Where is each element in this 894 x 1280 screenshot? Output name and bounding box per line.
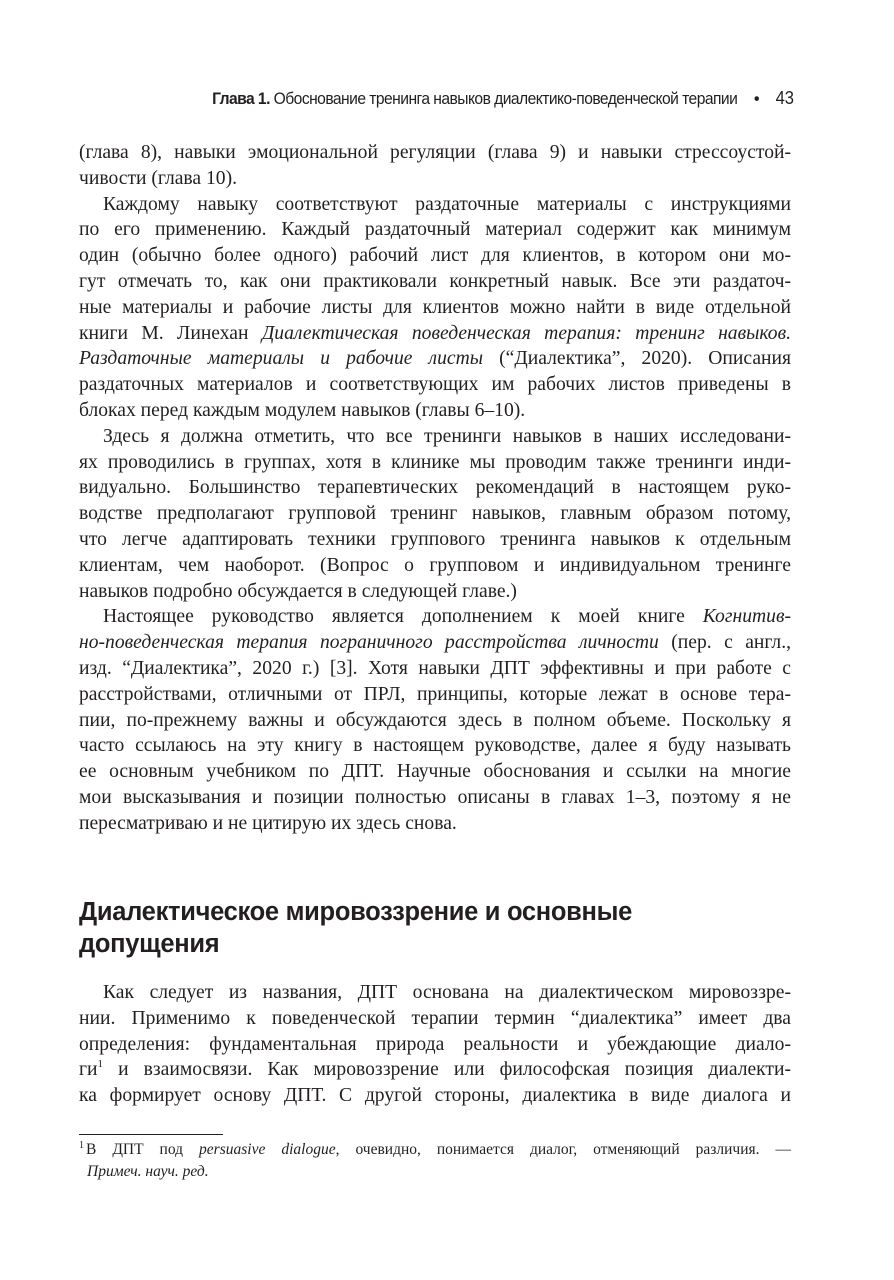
- text-line: изд. “Диалектика”, 2020 г.) [3]. Хотя навыки ДПТ эффективны и при работе с: [79, 657, 791, 679]
- footnote: [79, 1139, 791, 1183]
- section-heading-line: допущения: [79, 930, 220, 958]
- section-heading-line: Диалектическое мировоззрение и основные: [79, 898, 632, 926]
- footnote-attribution: Примеч. науч. ред.: [87, 1163, 209, 1180]
- text-line: [79, 321, 791, 347]
- text-line: ее основным учебником по ДПТ. Научные обоснования и ссылки на многие: [79, 761, 791, 783]
- text-line: один (обычно более одного) рабочий лист для клиентов, в котором они мо-: [79, 245, 791, 267]
- paragraph: [79, 140, 791, 192]
- text-run: (“Диалектика”, 2020). Описания: [483, 348, 791, 370]
- footnote-reference[interactable]: 1: [97, 1058, 104, 1071]
- text-line: ка формирует основу ДПТ. С другой стороны, диалектика в виде диалога и: [79, 1085, 791, 1107]
- footnote-line: [79, 1139, 791, 1161]
- running-head: [137, 88, 794, 109]
- text-line: гут отмечать то, как они практиковали конкретный навык. Все эти раздаточ-: [79, 270, 791, 292]
- text-line: блоках перед каждым модулем навыков (главы 6–10).: [79, 399, 526, 421]
- text-line: (глава 8), навыки эмоциональной регуляции (глава 9) и навыки стрессоустой-: [79, 142, 791, 163]
- text-line: раздаточных материалов и соответствующих им рабочих листов приведены в: [79, 374, 791, 396]
- text-line: [79, 604, 791, 630]
- text-line: часто ссылаюсь на эту книгу в настоящем руководстве, далее я буду называть: [79, 735, 791, 757]
- text-line: мои высказывания и позиции полностью описаны в главах 1–3, поэтому я не: [79, 786, 791, 808]
- chapter-label: Глава 1.: [212, 89, 270, 108]
- book-title-italic: Раздаточные материалы и рабочие листы: [79, 348, 484, 370]
- text-line: ях проводились в группах, хотя в клинике мы проводим также тренинги инди-: [79, 451, 791, 473]
- book-title-italic: Когнитив-: [702, 606, 791, 628]
- text-line: водстве предполагают групповой тренинг навыков, главным образом потому,: [79, 503, 791, 525]
- text-run: , очевидно, понимается диалог, отменяющий различия. —: [335, 1141, 791, 1158]
- text-line: ные материалы и рабочие листы для клиентов можно найти в виде отдельной: [79, 296, 791, 318]
- text-line: [79, 1057, 791, 1083]
- text-line: [79, 630, 791, 656]
- section-body: [79, 980, 791, 1109]
- text-line: что легче адаптировать техники группового тренинга навыков к отдельным: [79, 528, 791, 550]
- footnote-divider: [79, 1134, 223, 1135]
- text-run: и взаимосвязи. Как мировоззрение или философская позиция диалекти-: [103, 1059, 791, 1081]
- text-line: пересматриваю и не цитирую их здесь снова.: [79, 812, 457, 834]
- text-line: расстройствами, отличными от ПРЛ, принципы, которые лежат в основе тера-: [79, 683, 791, 705]
- text-line: [79, 346, 791, 372]
- page-number: 43: [775, 88, 794, 108]
- footnote-mark: 1: [79, 1140, 84, 1151]
- text-line: чивости (глава 10).: [79, 167, 238, 189]
- text-line: Как следует из названия, ДПТ основана на диалектическом мировоззре-: [103, 982, 791, 1003]
- body-text: [79, 140, 791, 837]
- text-line: определения: фундаментальная природа реальности и убеждающие диало-: [79, 1033, 791, 1055]
- book-title-italic: Диалектическая поведенческая терапия: тренинг навыков.: [261, 322, 791, 344]
- book-title-italic: но-поведенческая терапия пограничного расстройства личности: [79, 632, 659, 654]
- text-line: навыков подробно обсуждается в следующей главе.): [79, 580, 517, 602]
- text-line: клиентам, чем наоборот. (Вопрос о групповом и индивидуальном тренинге: [79, 554, 791, 576]
- paragraph: [79, 604, 791, 836]
- paragraph: [79, 424, 791, 605]
- text-line: видуально. Большинство терапевтических рекомендаций в настоящем руко-: [79, 477, 791, 499]
- text-run: (пер. с англ.,: [658, 632, 791, 654]
- paragraph: [79, 980, 791, 1109]
- text-run: книги М. Линехан: [79, 322, 262, 344]
- paragraph: [79, 192, 791, 424]
- text-line: пии, по-прежнему важны и обсуждаются здесь в полном объеме. Поскольку я: [79, 709, 791, 731]
- chapter-title: Обоснование тренинга навыков диалектико-поведенческой терапии: [273, 89, 738, 108]
- text-run: Настоящее руководство является дополнением к моей книге: [103, 606, 703, 628]
- text-line: Здесь я должна отметить, что все тренинги навыков в наших исследовани-: [103, 425, 791, 447]
- text-run: В ДПТ под: [86, 1141, 200, 1158]
- text-line: Каждому навыку соответствуют раздаточные материалы с инструкциями: [103, 193, 791, 215]
- bullet-separator: •: [753, 89, 759, 108]
- section-heading: [79, 896, 799, 960]
- text-line: по его применению. Каждый раздаточный материал содержит как минимум: [79, 219, 791, 241]
- text-line: нии. Применимо к поведенческой терапии термин “диалектика” имеет два: [79, 1007, 791, 1029]
- footnote-italic-term: persuasive dialogue: [199, 1141, 336, 1158]
- text-run: ги: [79, 1059, 98, 1081]
